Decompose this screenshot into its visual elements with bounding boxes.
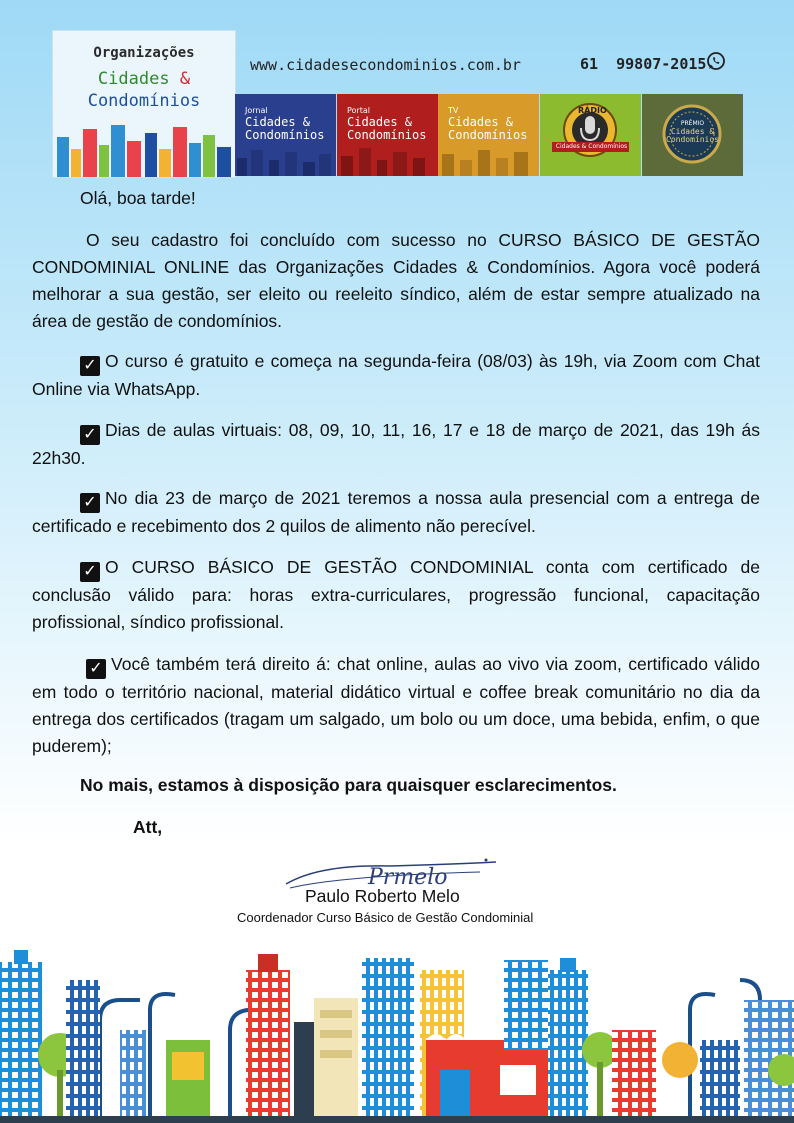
logo-skyline-illustration — [53, 119, 235, 177]
website-url[interactable]: www.cidadesecondominios.com.br — [250, 56, 521, 74]
tile-jornal[interactable] — [235, 94, 336, 176]
tile-label: Cidades & Condomínios — [666, 127, 719, 144]
list-item: ✓ O CURSO BÁSICO DE GESTÃO CONDOMINIAL conta com certificado de conclusão válido para: horas extra-curriculares, progressão funcional, capacitação profissional, síndico profissional. — [32, 557, 760, 632]
list-item: ✓ Você também terá direito á: chat online, aulas ao vivo via zoom, certificado válido em todo o território nacional, material didático virtual e coffee break comunitário no dia da entrega dos certificados (tragam um salgado, um bolo ou um doce, uma bebida, enfim, o que puderem); — [32, 654, 760, 756]
tile-label: Cidades & Condomínios — [347, 115, 427, 142]
signer-role: Coordenador Curso Básico de Gestão Condominial — [237, 910, 534, 925]
phone-number: 61 99807-2015 — [580, 55, 707, 73]
tile-premio[interactable] — [642, 94, 743, 176]
closing-line: No mais, estamos à disposição para quaisquer esclarecimentos. — [80, 775, 617, 795]
intro-paragraph: O seu cadastro foi concluído com sucesso no CURSO BÁSICO DE GESTÃO CONDOMINIAL ONLINE das Organizações Cidades & Condomínios. Agora você poderá melhorar a sua gestão, ser eleito ou reeleito síndico, além de estar sempre atualizado na área de gestão de condomínios. — [32, 230, 760, 331]
tile-label: Cidades & Condomínios — [245, 115, 325, 142]
tile-label-small: Portal — [347, 106, 370, 115]
tile-portal[interactable] — [337, 94, 438, 176]
logo-line-3: Condomínios — [87, 91, 201, 111]
tile-label: Cidades & Condomínios — [555, 143, 628, 150]
logo — [52, 30, 236, 178]
list-item: ✓ No dia 23 de março de 2021 teremos a nossa aula presencial com a entrega de certificado e recebimento dos 2 quilos de alimento não perecível. — [32, 488, 760, 536]
tile-tv[interactable] — [438, 94, 539, 176]
tile-radio[interactable] — [540, 94, 641, 176]
tile-label-small: Jornal — [245, 106, 268, 115]
checkmark-icon: ✓ — [80, 425, 100, 445]
logo-line-1: Organizações — [93, 45, 195, 61]
list-item: ✓ O curso é gratuito e começa na segunda-feira (08/03) às 19h, via Zoom com Chat Online via WhatsApp. — [32, 351, 760, 399]
whatsapp-icon[interactable] — [706, 51, 726, 71]
tile-label-small: TV — [448, 106, 459, 115]
list-item: ✓ Dias de aulas virtuais: 08, 09, 10, 11, 16, 17 e 18 de março de 2021, das 19h ás 22h30. — [32, 420, 760, 468]
signer-name: Paulo Roberto Melo — [305, 886, 460, 906]
checkmark-icon: ✓ — [80, 562, 100, 582]
tile-label: Cidades & Condomínios — [448, 115, 528, 142]
tile-label-small: RÁDIO — [578, 106, 607, 115]
logo-line-2: Cidades & — [97, 69, 191, 89]
svg-text:Prmelo: Prmelo — [368, 865, 448, 890]
city-skyline-illustration — [0, 940, 794, 1123]
tile-label-small: PRÊMIO — [680, 120, 705, 127]
checkmark-icon: ✓ — [86, 659, 106, 679]
sign-off: Att, — [133, 817, 163, 837]
checkmark-icon: ✓ — [80, 356, 100, 376]
checkmark-icon: ✓ — [80, 493, 100, 513]
greeting: Olá, boa tarde! — [80, 188, 196, 208]
